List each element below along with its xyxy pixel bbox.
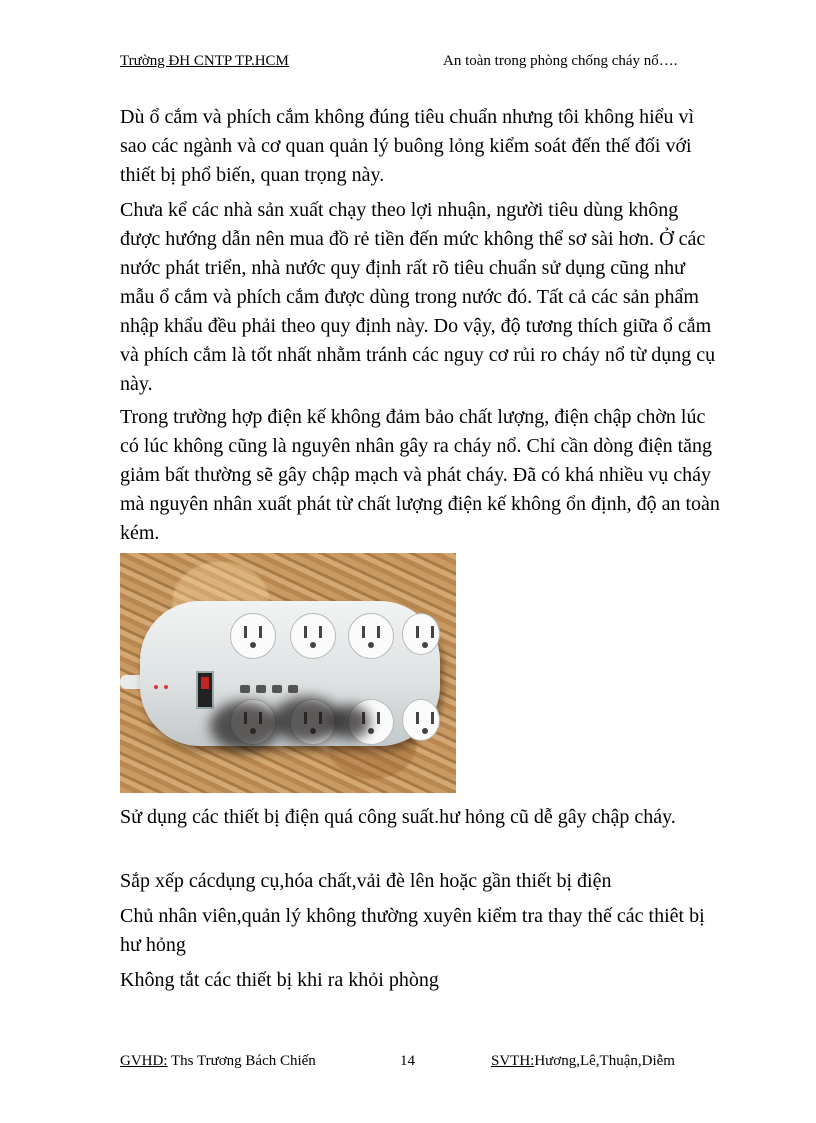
footer-advisor (120, 1053, 316, 1070)
footer-advisor-label: GVHD: (120, 1053, 168, 1069)
indicator-light (154, 685, 158, 689)
burn-mark (210, 701, 280, 751)
coax-jack (240, 685, 250, 693)
body-paragraph-3: Trong trường hợp điện kế không đảm bảo chất lượng, điện chập chờn lúc có lúc không cũng là nguyên nhân gây ra cháy nổ. Chỉ cần dòng điện tăng giảm bất thường sẽ gây chập mạch và phát cháy. Đã có khá nhiều vụ cháy mà nguyên nhân xuất phát từ chất lượng điện kế không ổn định, độ an toàn kém. (120, 406, 720, 544)
header-document-title: An toàn trong phòng chống cháy nổ…. (443, 53, 678, 69)
indicator-light (164, 685, 168, 689)
caption-line-4: Không tắt các thiết bị khi ra khỏi phòng (120, 969, 439, 991)
body-paragraph-2: Chưa kể các nhà sản xuất chạy theo lợi nhuận, người tiêu dùng không được hướng dẫn nên mua đồ rẻ tiền đến mức không thể sơ sài hơn. Ở các nước phát triển, nhà nước quy định rất rõ tiêu chuẩn sử dụng cũng như mẫu ổ cắm và phích cắm được dùng trong nước đó. Tất cả các sản phẩm nhập khẩu đều phải theo quy định này. Do vậy, độ tương thích giữa ổ cắm và phích cắm là tốt nhất nhằm tránh các nguy cơ rủi ro cháy nổ từ dụng cụ này. (120, 199, 716, 395)
caption-line-3: Chủ nhân viên,quản lý không thường xuyên kiểm tra thay thế các thiêt bị hư hỏng (120, 905, 705, 956)
footer-students-names: Hương,Lê,Thuận,Diễm (534, 1053, 675, 1069)
page-number: 14 (400, 1053, 415, 1069)
burn-mark (330, 705, 370, 739)
outlet-socket (402, 699, 440, 741)
power-strip (140, 601, 440, 746)
outlet-socket (290, 613, 336, 659)
footer-students-label: SVTH: (491, 1053, 535, 1069)
power-switch (196, 671, 214, 709)
body-paragraph-1: Dù ổ cắm và phích cắm không đúng tiêu chuẩn nhưng tôi không hiểu vì sao các ngành và cơ quan quản lý buông lỏng kiểm soát đến thế đối với thiết bị phổ biến, quan trọng này. (120, 106, 695, 186)
caption-line-2: Sắp xếp cácdụng cụ,hóa chất,vải đè lên hoặc gần thiết bị điện (120, 870, 612, 892)
outlet-socket (348, 613, 394, 659)
outlet-socket (402, 613, 440, 655)
coax-jack (288, 685, 298, 693)
header-school-name: Trường ĐH CNTP TP.HCM (120, 53, 289, 69)
footer-advisor-name: Ths Trương Bách Chiến (167, 1053, 316, 1069)
coax-jack (256, 685, 266, 693)
outlet-socket (230, 613, 276, 659)
caption-line-1: Sử dụng các thiết bị điện quá công suất.hư hỏng cũ dễ gây chập cháy. (120, 806, 676, 828)
footer-students (491, 1053, 675, 1070)
coax-jack (272, 685, 282, 693)
burnt-power-strip-photo (120, 553, 456, 793)
